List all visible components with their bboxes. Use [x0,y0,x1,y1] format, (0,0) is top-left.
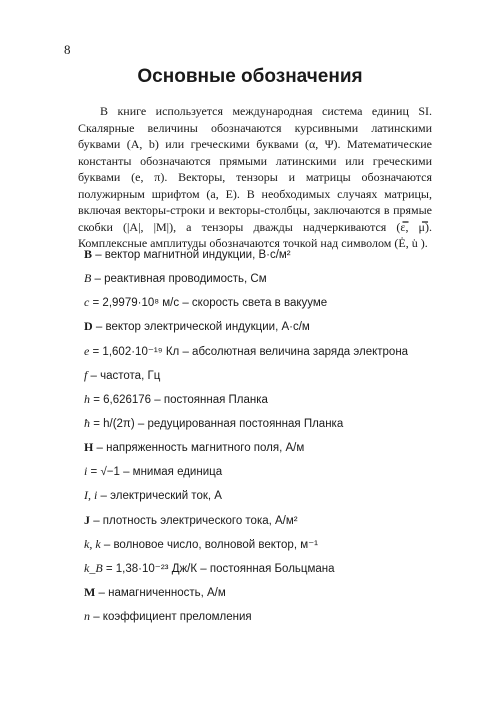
symbol-description: – коэффициент преломления [90,611,252,624]
symbol-entry [84,270,444,294]
symbol: M [84,584,96,599]
symbol: k_B [84,560,103,575]
symbol-description: – реактивная проводимость, См [91,273,267,286]
symbol: D [84,319,93,334]
symbol: I, i [84,488,98,503]
symbol: e [84,343,90,358]
symbol-entry [84,463,444,487]
symbol-description: – намагниченность, А/м [95,586,226,599]
symbol-description: = 6,626176 – постоянная Планка [90,393,268,406]
symbol-description: – вектор электрической индукции, А·с/м [92,321,310,334]
symbol-description: = 1,602·10⁻¹⁹ Кл – абсолютная величина заряда электрона [89,345,409,358]
symbol-description: = 2,9979·10⁸ м/с – скорость света в вакууме [89,297,328,310]
symbol-description: = h/(2π) – редуцированная постоянная Планка [90,417,344,430]
symbol: ħ [84,415,90,430]
symbol-entry [84,439,444,463]
symbol-description: – частота, Гц [87,369,161,382]
symbol-description: = 1,38·10⁻²³ Дж/К – постоянная Больцмана [102,562,335,575]
symbol-entry [84,391,444,415]
symbol-description: = √−1 – мнимая единица [87,466,223,479]
symbol-entry [84,318,444,342]
symbol-entry [84,487,444,511]
symbol: n [84,609,90,624]
symbol: B [84,247,93,261]
symbol: f [84,367,88,382]
symbol-entry [84,343,444,367]
symbol-entry [84,512,444,536]
symbol-description: – напряженность магнитного поля, А/м [93,442,305,455]
intro-paragraph: В книге используется международная система единиц SI. Скалярные величины обозначаются курсивными латинскими буквами (A, b) или греческими буквами (α, Ψ). Математические константы обозначаются прямыми латинскими или греческими буквами (e, π). Векторы, тензоры и матрицы обозначаются полужирным шрифтом (a, E). В необходимых случаях матрицы, включая векторы-строки и векторы-столбцы, заключаются в прямые скобки (|A|, |M|), а тензоры дважды надчеркиваются (ε̿, μ̿). Комплексные амплитуды обозначаются точкой над символом (Ė, u̇ ). [78,104,432,250]
symbol-entry [84,246,444,270]
symbol: B [84,271,92,286]
symbol-description: – вектор магнитной индукции, В·с/м² [92,249,291,261]
symbol: J [84,512,90,527]
symbol-description: – плотность электрического тока, А/м² [90,514,298,527]
symbol-description: – волновое число, волновой вектор, м⁻¹ [100,538,319,551]
symbol: i [84,464,88,479]
symbol: H [84,440,94,455]
page-number: 8 [64,42,71,57]
symbol-entry [84,294,444,318]
page-title: Основные обозначения [137,66,363,87]
symbol: k, k [84,536,101,551]
symbol-entry [84,560,444,584]
symbol-description: – электрический ток, А [97,490,222,503]
symbol: h [84,391,90,406]
symbol-entry [84,608,444,632]
symbol-entry [84,367,444,391]
symbol-entry [84,584,444,608]
symbol-entry [84,415,444,439]
symbol-list [84,246,444,632]
symbol-entry [84,536,444,560]
symbol: c [84,295,90,310]
